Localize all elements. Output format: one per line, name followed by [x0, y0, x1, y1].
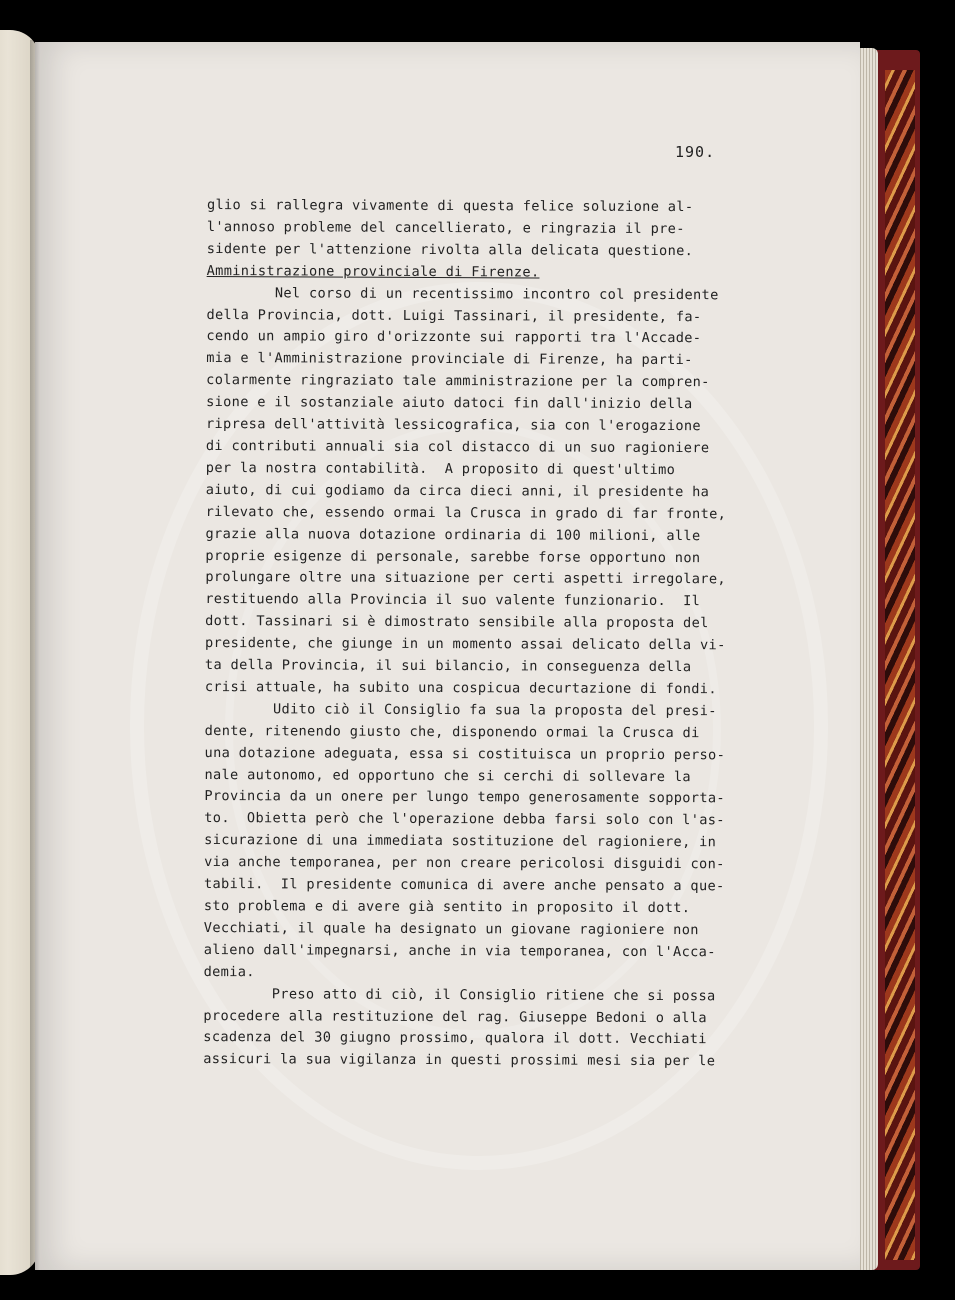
text-line: proprie esigenze di personale, sarebbe forse opportuno non — [205, 547, 701, 566]
text-line: sione e il sostanziale aiuto datoci fin dall'inizio della — [206, 394, 693, 413]
text-line: alieno dall'impegnarsi, anche in via temporanea, con l'Acca- — [203, 941, 716, 961]
text-line: grazie alla nuova dotazione ordinaria di 100 milioni, alle — [205, 525, 701, 544]
text-line: sicurazione di una immediata sostituzione del ragioniere, in — [204, 832, 717, 851]
text-line: aiuto, di cui godiamo da circa dieci anni, il presidente ha — [205, 481, 710, 500]
text-line: dente, ritenendo giusto che, disponendo ormai la Crusca di — [204, 722, 700, 741]
text-line: Udito ciò il Consiglio fa sua la proposta del presi- — [204, 700, 717, 720]
section-heading — [207, 261, 767, 285]
text-line: nale autonomo, ed opportuno che si cerchi di sollevare la — [204, 766, 691, 785]
text-line: l'annoso probleme del cancellierato, e ringrazia il pre- — [206, 218, 685, 237]
text-line: sidente per l'attenzione rivolta alla delicata questione. — [206, 240, 694, 259]
text-line: procedere alla restituzione del rag. Giuseppe Bedoni o alla — [203, 1007, 707, 1026]
spine-shadow — [30, 40, 40, 1270]
text-line: mia e l'Amministrazione provinciale di Firenze, ha parti- — [206, 350, 693, 369]
text-line: Provincia da un onere per lungo tempo generosamente sopporta- — [204, 788, 725, 807]
text-line: tabili. Il presidente comunica di avere anche pensato a que- — [203, 876, 725, 895]
text-line: to. Obietta però che l'operazione debba farsi solo con l'as- — [204, 810, 725, 829]
page-number: 190. — [675, 143, 716, 161]
text-line: Nel corso di un recentissimo incontro col presidente — [206, 284, 719, 303]
text-line: Preso atto di ciò, il Consiglio ritiene che si possa — [203, 985, 716, 1004]
text-line: colarmente ringraziato tale amministrazione per la compren- — [206, 372, 710, 391]
text-line: restituendo alla Provincia il suo valente funzionario. Il — [205, 591, 701, 610]
text-line: Vecchiati, il quale ha designato un giovane ragioniere non — [203, 919, 699, 939]
text-line: ta della Provincia, il sui bilancio, in conseguenza della — [204, 657, 692, 676]
page-body — [203, 195, 767, 1074]
text-line: della Provincia, dott. Luigi Tassinari, il presidente, fa- — [206, 306, 702, 325]
text-line: prolungare oltre una situazione per certi aspetti irregolare, — [205, 569, 726, 588]
text-line: una dotazione adeguata, essa si costituisca un proprio perso- — [204, 744, 726, 763]
text-line: scadenza del 30 giugno prossimo, qualora il dott. Vecchiati — [203, 1029, 707, 1048]
text-line: glio si rallegra vivamente di questa felice soluzione al- — [206, 196, 694, 216]
text-line: ripresa dell'attività lessicografica, sia con l'erogazione — [205, 416, 702, 435]
section-heading-text: Amministrazione provinciale di Firenze. — [206, 262, 540, 281]
text-line: di contributi annuali sia col distacco di un suo ragioniere — [205, 437, 710, 457]
text-line: assicuri la sua vigilanza in questi prossimi mesi sia per le — [203, 1051, 716, 1070]
text-line: dott. Tassinari si è dimostrato sensibile alla proposta del — [205, 613, 709, 632]
marbled-edge — [885, 70, 915, 1260]
text-line: cendo un ampio giro d'orizzonte sui rapporti tra l'Accade- — [206, 328, 702, 347]
text-line: per la nostra contabilità. A proposito di quest'ultimo — [205, 459, 676, 478]
text-line: presidente, che giunge in un momento assai delicato della vi- — [205, 635, 726, 654]
text-line: sto problema e di avere già sentito in proposito il dott. — [203, 897, 691, 917]
text-line: demia. — [203, 963, 255, 980]
text-line: via anche temporanea, per non creare pericolosi disguidi con- — [204, 854, 725, 873]
text-line: crisi attuale, ha subito una cospicua decurtazione di fondi. — [204, 678, 717, 698]
text-line: rilevato che, essendo ormai la Crusca in grado di far fronte, — [205, 503, 727, 522]
